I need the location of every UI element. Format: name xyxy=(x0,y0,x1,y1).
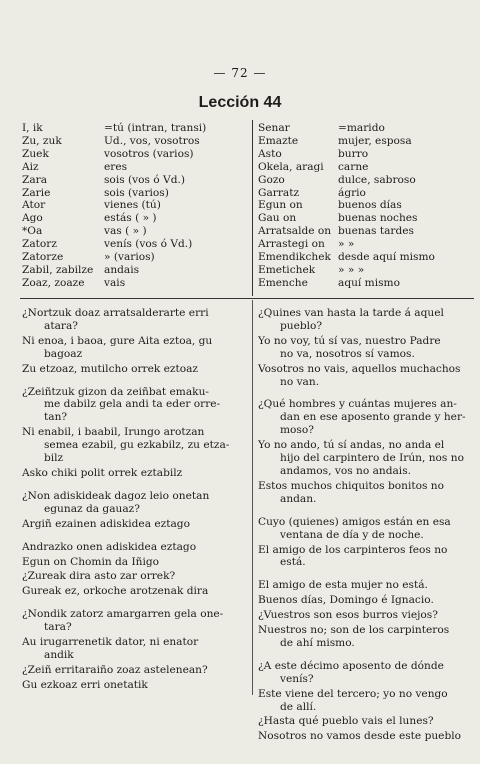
sentence-line: ¿Zureak dira asto zar orrek? xyxy=(22,570,176,583)
vocab-row xyxy=(258,277,472,290)
sentence-continuation: hijo del carpintero de Irún, nos no xyxy=(280,452,464,465)
vocab-row xyxy=(22,212,248,225)
vocab-translation: buenas noches xyxy=(338,212,418,225)
sentence-line: Buenos días, Domingo é Ignacio. xyxy=(258,594,434,607)
sentence-block xyxy=(258,730,472,743)
vocab-list-left xyxy=(22,122,248,290)
vocab-translation: » » » xyxy=(338,263,365,276)
vocab-term: Zuek xyxy=(22,147,49,160)
sentence-continuation: está. xyxy=(280,556,306,569)
vocab-term: Arratsalde on xyxy=(258,225,332,238)
sentence-line: ¿A este décimo aposento de dónde xyxy=(258,659,444,672)
vocab-translation: andais xyxy=(104,263,140,276)
vocab-term: Asto xyxy=(258,147,282,160)
sentence-block xyxy=(258,363,472,389)
vocab-row xyxy=(258,187,472,200)
vocab-term: Arrastegi on xyxy=(258,238,325,251)
vocab-translation: vienes (tú) xyxy=(104,199,161,212)
vocab-row xyxy=(22,161,248,174)
sentence-line: ¿Qué hombres y cuántas mujeres an- xyxy=(258,398,457,411)
sentence-block xyxy=(258,544,472,570)
sentences-basque xyxy=(22,307,248,694)
vocab-row xyxy=(258,199,472,212)
section-divider xyxy=(20,298,474,299)
sentence-line: Asko chiki polit orrek eztabilz xyxy=(22,466,183,479)
vocab-term: Ator xyxy=(22,199,46,212)
sentence-line: Yo no voy, tú sí vas, nuestro Padre xyxy=(258,334,441,347)
sentence-continuation: me dabilz gela andi ta eder orre- xyxy=(44,398,221,411)
sentence-continuation: tara? xyxy=(44,621,72,634)
vocab-row xyxy=(22,187,248,200)
vocab-row xyxy=(258,212,472,225)
vocab-row xyxy=(258,174,472,187)
vocab-term: Emazte xyxy=(258,134,299,147)
sentence-line: ¿Zeiñtzuk gizon da zeiñbat emaku- xyxy=(22,385,209,398)
sentences-spanish xyxy=(258,307,472,745)
vocab-term: Egun on xyxy=(258,199,303,212)
vocab-term: Okela, aragi xyxy=(258,160,324,173)
sentence-block xyxy=(22,608,248,634)
vocab-translation: desde aquí mismo xyxy=(338,251,435,264)
sentence-line: Vosotros no vais, aquellos muchachos xyxy=(258,362,461,375)
sentence-continuation: dan en ese aposento grande y her- xyxy=(280,411,466,424)
vocab-translation: Ud., vos, vosotros xyxy=(104,134,200,147)
sentence-block xyxy=(22,467,248,480)
vocab-row xyxy=(258,264,472,277)
vocab-term: Ago xyxy=(22,212,43,225)
sentence-line: El amigo de esta mujer no está. xyxy=(258,579,428,592)
sentence-line: ¿Quines van hasta la tarde á aquel xyxy=(258,307,444,319)
vocab-row xyxy=(258,135,472,148)
sentence-block xyxy=(258,516,472,542)
sentence-line: Argiñ ezainen adiskidea eztago xyxy=(22,517,190,530)
vocab-term: Zara xyxy=(22,173,48,186)
sentence-line: El amigo de los carpinteros feos no xyxy=(258,543,448,556)
vocab-translation: eres xyxy=(104,160,128,173)
vocab-row xyxy=(22,135,248,148)
sentence-block xyxy=(22,541,248,554)
sentence-block xyxy=(22,363,248,376)
vocab-translation: » (varios) xyxy=(104,251,155,264)
vocab-translation: mujer, esposa xyxy=(338,134,412,147)
vocab-row xyxy=(22,264,248,277)
sentence-block xyxy=(22,518,248,531)
sentence-line: Ni enoa, i baoa, gure Aita eztoa, gu xyxy=(22,334,213,347)
sentence-continuation: no va, nosotros sí vamos. xyxy=(280,347,415,360)
vocab-list-right xyxy=(258,122,472,290)
sentence-line: Cuyo (quienes) amigos están en esa xyxy=(258,515,451,528)
vocab-term: Gozo xyxy=(258,173,285,186)
vocab-row xyxy=(22,225,248,238)
sentence-continuation: egunaz da gauaz? xyxy=(44,502,140,515)
sentence-line: Nuestros no; son de los carpinteros xyxy=(258,624,450,637)
sentence-block xyxy=(22,570,248,583)
vocab-row xyxy=(22,122,248,135)
vocab-row xyxy=(22,174,248,187)
sentence-block xyxy=(258,715,472,728)
vocab-translation: dulce, sabroso xyxy=(338,173,416,186)
sentence-block xyxy=(258,660,472,686)
sentence-line: Egun on Chomin da Iñigo xyxy=(22,555,160,568)
vocab-translation: estás ( » ) xyxy=(104,212,157,225)
vocab-term: Emenche xyxy=(258,276,308,289)
sentence-continuation: de allí. xyxy=(280,700,317,713)
vocab-translation: vosotros (varios) xyxy=(104,147,194,160)
sentence-block xyxy=(22,556,248,569)
sentence-line: Ni enabil, i baabil, Irungo arotzan xyxy=(22,426,205,439)
vocab-term: Zabil, zabilze xyxy=(22,263,94,276)
sentence-block xyxy=(22,307,248,333)
sentence-line: ¿Nondik zatorz amargarren gela one- xyxy=(22,608,224,621)
sentence-line: Andrazko onen adiskidea eztago xyxy=(22,540,197,553)
vocab-row xyxy=(22,148,248,161)
vocab-term: Zu, zuk xyxy=(22,134,62,147)
sentence-line: ¿Hasta qué pueblo vais el lunes? xyxy=(258,715,434,728)
sentence-block xyxy=(258,624,472,650)
vocab-row xyxy=(22,199,248,212)
vocab-row xyxy=(22,251,248,264)
vocab-term: Zatorze xyxy=(22,251,64,264)
vocab-row xyxy=(22,238,248,251)
vocab-term: Zoaz, zoaze xyxy=(22,276,85,289)
sentence-continuation: ventana de día y de noche. xyxy=(280,528,424,541)
sentence-continuation: venís? xyxy=(280,672,314,685)
vocab-translation: =tú (intran, transi) xyxy=(104,122,207,134)
vocab-row xyxy=(258,148,472,161)
sentence-block xyxy=(258,307,472,333)
page-number: — 72 — xyxy=(213,66,267,80)
vocab-translation: =marido xyxy=(338,122,385,134)
sentence-continuation: no van. xyxy=(280,375,320,388)
sentence-block xyxy=(22,386,248,425)
sentence-continuation: de ahí mismo. xyxy=(280,636,355,649)
sentence-line: ¿Non adiskideak dagoz leio onetan xyxy=(22,489,210,502)
sentence-block xyxy=(258,609,472,622)
sentence-block xyxy=(22,335,248,361)
lesson-title: Lección 44 xyxy=(198,94,282,111)
vocab-term: Aiz xyxy=(22,160,39,173)
sentence-line: ¿Vuestros son esos burros viejos? xyxy=(258,609,438,622)
vocab-row xyxy=(22,277,248,290)
vocab-term: *Oa xyxy=(22,225,43,238)
sentence-continuation: moso? xyxy=(280,424,314,437)
sentence-line: ¿Nortzuk doaz arratsalderarte erri xyxy=(22,307,209,319)
vocab-translation: buenos días xyxy=(338,199,402,212)
sentence-block xyxy=(22,490,248,516)
sentence-block xyxy=(258,439,472,478)
sentence-line: Gu ezkoaz erri onetatik xyxy=(22,678,148,691)
sentence-block xyxy=(22,636,248,662)
vocab-row xyxy=(258,161,472,174)
vocab-translation: vais xyxy=(104,276,126,289)
vocab-translation: vas ( » ) xyxy=(104,225,147,238)
column-divider-lower xyxy=(252,300,253,695)
sentence-continuation: bilz xyxy=(44,452,64,465)
vocab-translation: sois (vos ó Vd.) xyxy=(104,173,185,186)
vocab-term: Zatorz xyxy=(22,238,57,251)
vocab-translation: venís (vos ó Vd.) xyxy=(104,238,193,251)
vocab-translation: buenas tardes xyxy=(338,225,414,238)
vocab-row xyxy=(258,225,472,238)
sentence-line: ¿Zeiñ erritaraiño zoaz astelenean? xyxy=(22,663,208,676)
sentence-continuation: tan? xyxy=(44,411,68,424)
vocab-row xyxy=(258,251,472,264)
column-divider xyxy=(252,120,253,296)
sentence-block xyxy=(258,398,472,437)
sentence-block xyxy=(258,594,472,607)
sentence-block xyxy=(258,688,472,714)
sentence-block xyxy=(258,480,472,506)
vocab-translation: ágrio xyxy=(338,186,366,199)
sentence-line: Gureak ez, orkoche arotzenak dira xyxy=(22,585,209,598)
sentence-continuation: semea ezabil, gu ezkabilz, zu etza- xyxy=(44,439,230,452)
sentence-block xyxy=(258,335,472,361)
vocab-term: Emetichek xyxy=(258,263,316,276)
sentence-continuation: atara? xyxy=(44,319,78,332)
sentence-continuation: pueblo? xyxy=(280,319,323,332)
vocab-term: Zarie xyxy=(22,186,51,199)
sentence-line: Zu etzoaz, mutilcho orrek eztoaz xyxy=(22,362,199,375)
vocab-term: Emendikchek xyxy=(258,251,331,264)
sentence-block xyxy=(22,426,248,465)
vocab-translation: burro xyxy=(338,147,369,160)
vocab-row xyxy=(258,122,472,135)
sentence-block xyxy=(22,585,248,598)
vocab-translation: carne xyxy=(338,160,369,173)
sentence-line: Yo no ando, tú sí andas, no anda el xyxy=(258,439,445,452)
sentence-block xyxy=(22,679,248,692)
vocab-term: I, ik xyxy=(22,122,43,134)
vocab-row xyxy=(258,238,472,251)
vocab-term: Gau on xyxy=(258,212,297,225)
sentence-block xyxy=(22,664,248,677)
vocab-translation: » » xyxy=(338,238,355,251)
sentence-continuation: andamos, vos no andais. xyxy=(280,464,411,477)
sentence-line: Estos muchos chiquitos bonitos no xyxy=(258,479,445,492)
sentence-block xyxy=(258,579,472,592)
vocab-term: Senar xyxy=(258,122,290,134)
sentence-continuation: andik xyxy=(44,648,74,661)
vocab-translation: aquí mismo xyxy=(338,276,400,289)
sentence-continuation: bagoaz xyxy=(44,347,83,360)
vocab-term: Garratz xyxy=(258,186,300,199)
sentence-continuation: andan. xyxy=(280,492,317,505)
sentence-line: Nosotros no vamos desde este pueblo xyxy=(258,730,461,743)
sentence-line: Este viene del tercero; yo no vengo xyxy=(258,687,448,700)
sentence-line: Au irugarrenetik dator, ni enator xyxy=(22,636,199,649)
vocab-translation: sois (varios) xyxy=(104,186,169,199)
